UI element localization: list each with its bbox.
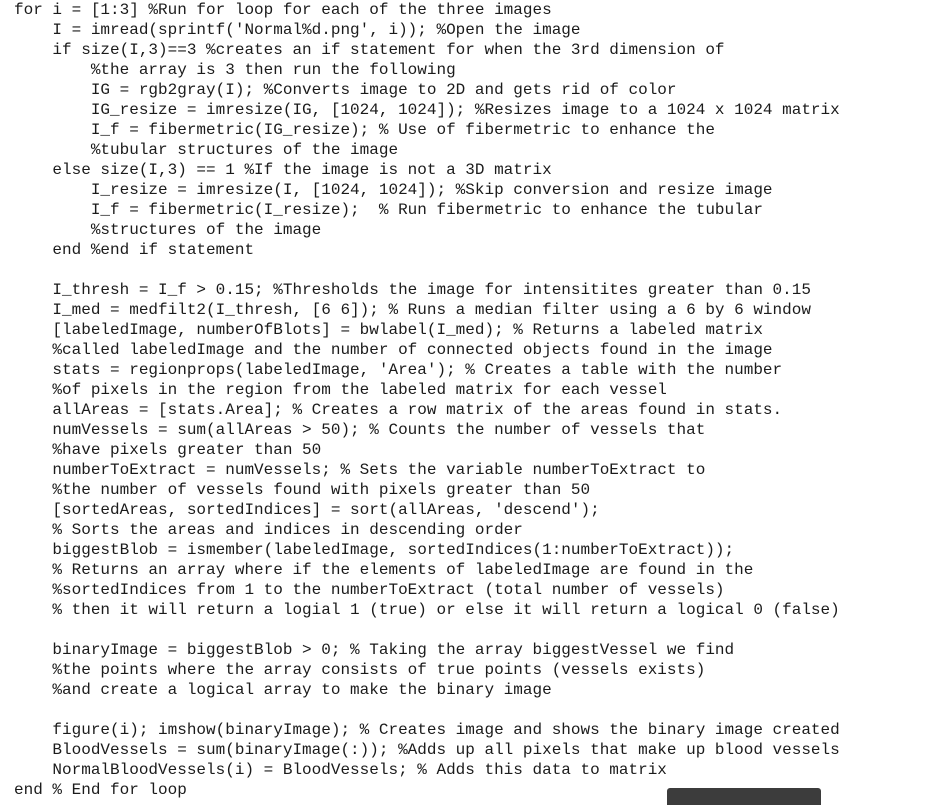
code-line: % then it will return a logial 1 (true) or else it will return a logical 0 (false) — [14, 601, 840, 619]
code-line: numberToExtract = numVessels; % Sets the variable numberToExtract to — [14, 461, 706, 479]
code-line: %the number of vessels found with pixels greater than 50 — [14, 481, 591, 499]
code-line: %the points where the array consists of true points (vessels exists) — [14, 661, 706, 679]
code-line: allAreas = [stats.Area]; % Creates a row matrix of the areas found in stats. — [14, 401, 783, 419]
code-line: biggestBlob = ismember(labeledImage, sortedIndices(1:numberToExtract)); — [14, 541, 735, 559]
popup-tooltip — [667, 788, 821, 805]
code-line: %structures of the image — [14, 221, 322, 239]
code-line — [14, 260, 840, 280]
code-line: I = imread(sprintf('Normal%d.png', i)); %Open the image — [14, 21, 581, 39]
code-line: end %end if statement — [14, 241, 255, 259]
code-line: IG = rgb2gray(I); %Converts image to 2D and gets rid of color — [14, 81, 677, 99]
code-line: binaryImage = biggestBlob > 0; % Taking the array biggestVessel we find — [14, 641, 735, 659]
code-line: BloodVessels = sum(binaryImage(:)); %Adds up all pixels that make up blood vessels — [14, 741, 840, 759]
code-line: numVessels = sum(allAreas > 50); % Counts the number of vessels that — [14, 421, 706, 439]
code-line: if size(I,3)==3 %creates an if statement for when the 3rd dimension of — [14, 41, 725, 59]
code-line: I_f = fibermetric(IG_resize); % Use of fibermetric to enhance the — [14, 121, 715, 139]
code-line: %tubular structures of the image — [14, 141, 399, 159]
code-line: %the array is 3 then run the following — [14, 61, 456, 79]
code-line: %sortedIndices from 1 to the numberToExtract (total number of vessels) — [14, 581, 725, 599]
code-line: [labeledImage, numberOfBlots] = bwlabel(I_med); % Returns a labeled matrix — [14, 321, 763, 339]
code-line — [14, 700, 840, 720]
code-line: I_f = fibermetric(I_resize); % Run fibermetric to enhance the tubular — [14, 201, 763, 219]
code-line: %called labeledImage and the number of connected objects found in the image — [14, 341, 773, 359]
code-line: I_med = medfilt2(I_thresh, [6 6]); % Runs a median filter using a 6 by 6 window — [14, 301, 811, 319]
code-line: for i = [1:3] %Run for loop for each of the three images — [14, 1, 552, 19]
code-line: stats = regionprops(labeledImage, 'Area'); % Creates a table with the number — [14, 361, 783, 379]
code-line: % Returns an array where if the elements of labeledImage are found in the — [14, 561, 754, 579]
code-line: end % End for loop — [14, 781, 187, 799]
code-line: figure(i); imshow(binaryImage); % Creates image and shows the binary image created — [14, 721, 840, 739]
code-line — [14, 620, 840, 640]
code-line: I_resize = imresize(I, [1024, 1024]); %Skip conversion and resize image — [14, 181, 773, 199]
code-line: I_thresh = I_f > 0.15; %Thresholds the image for intensitites greater than 0.15 — [14, 281, 811, 299]
code-line: else size(I,3) == 1 %If the image is not a 3D matrix — [14, 161, 552, 179]
code-line: [sortedAreas, sortedIndices] = sort(allAreas, 'descend'); — [14, 501, 600, 519]
code-line: %and create a logical array to make the binary image — [14, 681, 552, 699]
code-line: NormalBloodVessels(i) = BloodVessels; % Adds this data to matrix — [14, 761, 667, 779]
code-line: IG_resize = imresize(IG, [1024, 1024]); %Resizes image to a 1024 x 1024 matrix — [14, 101, 840, 119]
code-line: % Sorts the areas and indices in descending order — [14, 521, 523, 539]
code-text[interactable] — [14, 0, 840, 800]
code-line: %have pixels greater than 50 — [14, 441, 322, 459]
code-line: %of pixels in the region from the labeled matrix for each vessel — [14, 381, 667, 399]
